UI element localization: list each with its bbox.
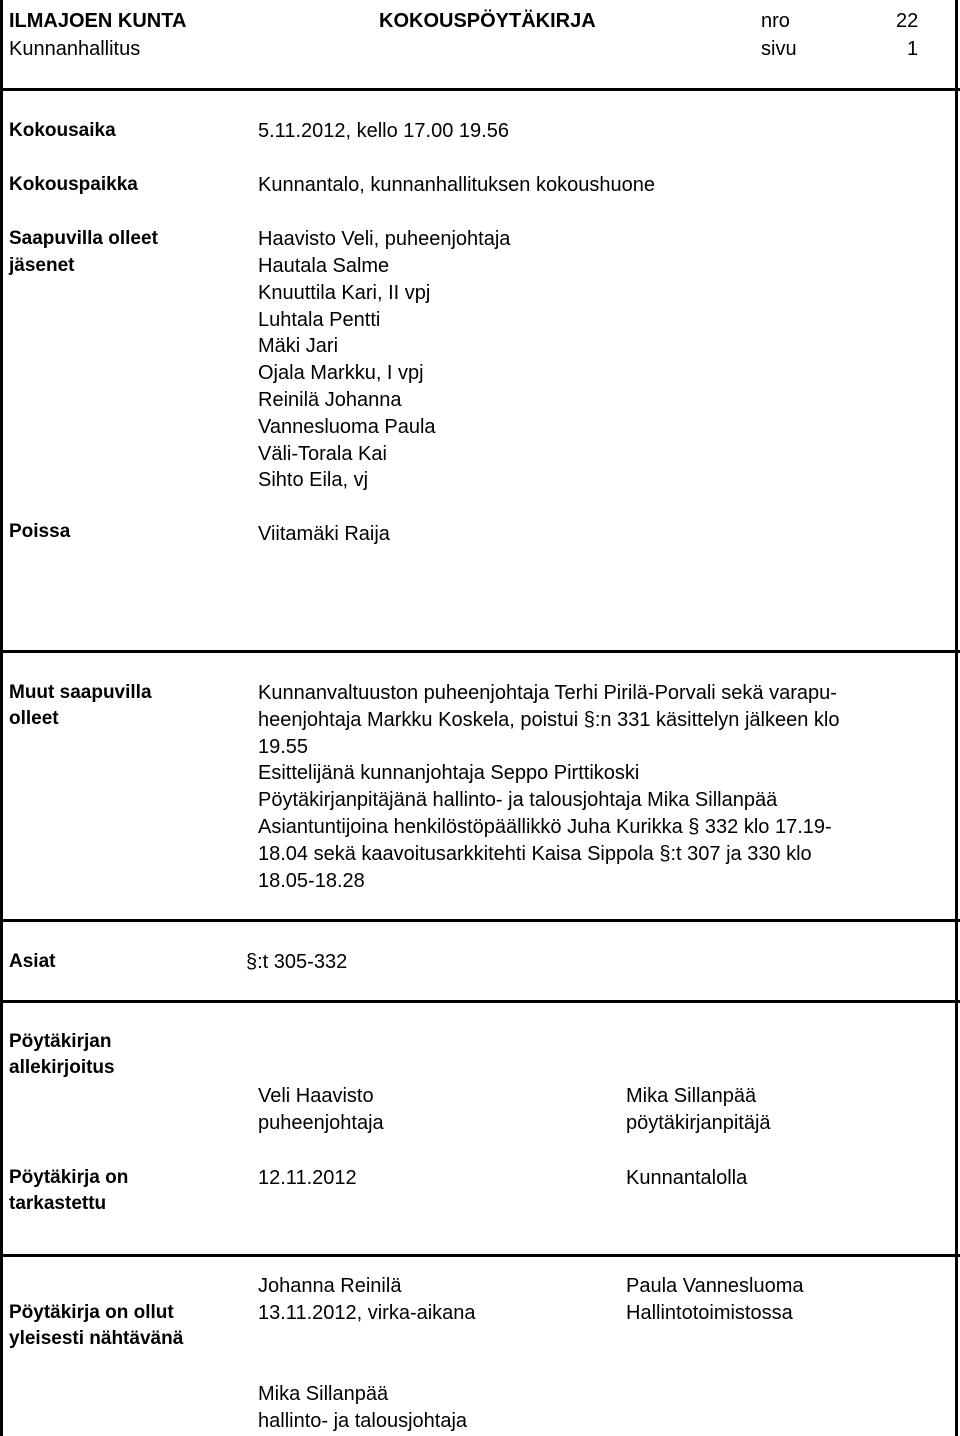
- certifier-role: hallinto- ja talousjohtaja: [258, 1410, 468, 1432]
- header-divider: [0, 88, 960, 91]
- others-paragraph: [258, 680, 938, 894]
- signing-label-2: allekirjoitus: [9, 1057, 115, 1078]
- others-label: Muut saapuvilla: [9, 682, 152, 703]
- matters-value: §:t 305-332: [246, 951, 348, 973]
- others-label-2: olleet: [9, 708, 59, 729]
- paragraph-line: 18.05-18.28: [258, 869, 365, 892]
- section-divider-matters: [0, 919, 960, 922]
- section-divider-others: [0, 650, 960, 653]
- paragraph-line: 18.04 sekä kaavoitusarkkitehti Kaisa Sippola §:t 307 ja 330 klo: [258, 842, 812, 865]
- meeting-place-value: Kunnantalo, kunnanhallituksen kokoushuone: [258, 174, 655, 196]
- paragraph-line: Pöytäkirjanpitäjänä hallinto- ja talousjohtaja Mika Sillanpää: [258, 789, 778, 812]
- page-right-border: [955, 0, 958, 1436]
- paragraph-line: Esittelijänä kunnanjohtaja Seppo Pirttikoski: [258, 762, 640, 785]
- checked-label-2: tarkastettu: [9, 1193, 107, 1214]
- section-divider-public: [0, 1254, 960, 1257]
- checked-label: Pöytäkirja on: [9, 1167, 129, 1188]
- municipality-name: ILMAJOEN KUNTA: [9, 10, 187, 32]
- signer1-role: puheenjohtaja: [258, 1112, 384, 1134]
- list-item: Vannesluoma Paula: [258, 416, 436, 438]
- signer2-name: Mika Sillanpää: [626, 1085, 757, 1107]
- public-time: 13.11.2012, virka-aikana: [258, 1302, 476, 1324]
- absent-label: Poissa: [9, 521, 71, 542]
- page-left-border: [0, 0, 3, 1436]
- paragraph-line: Kunnanvaltuuston puheenjohtaja Terhi Pirilä-Porvali sekä varapu-: [258, 682, 837, 704]
- paragraph-line: 19.55: [258, 735, 309, 758]
- list-item: Hautala Salme: [258, 255, 390, 277]
- public-place: Hallintotoimistossa: [626, 1302, 793, 1324]
- public-label: Pöytäkirja on ollut: [9, 1302, 174, 1323]
- signing-label: Pöytäkirjan: [9, 1031, 112, 1052]
- document-type: KOKOUSPÖYTÄKIRJA: [379, 10, 596, 32]
- list-item: Knuuttila Kari, II vpj: [258, 282, 431, 304]
- public-label-2: yleisesti nähtävänä: [9, 1328, 184, 1349]
- paragraph-line: heenjohtaja Markku Koskela, poistui §:n 331 käsittelyn jälkeen klo: [258, 708, 840, 731]
- checked-place: Kunnantalolla: [626, 1167, 748, 1189]
- certifier-name: Mika Sillanpää: [258, 1383, 389, 1405]
- signer2-role: pöytäkirjanpitäjä: [626, 1112, 771, 1134]
- list-item: Luhtala Pentti: [258, 309, 381, 331]
- nro-label: nro: [761, 10, 790, 32]
- list-item: Ojala Markku, I vpj: [258, 362, 424, 384]
- page-label: sivu: [761, 38, 797, 60]
- matters-label: Asiat: [9, 951, 56, 972]
- section-divider-signing: [0, 1000, 960, 1003]
- absent-value: Viitamäki Raija: [258, 523, 390, 545]
- present-members-label-2: jäsenet: [9, 255, 75, 276]
- list-item: Väli-Torala Kai: [258, 443, 387, 465]
- meeting-time-value: 5.11.2012, kello 17.00 19.56: [258, 120, 509, 142]
- signer1-name: Veli Haavisto: [258, 1085, 374, 1107]
- checked-date: 12.11.2012: [258, 1167, 357, 1189]
- paragraph-line: Asiantuntijoina henkilöstöpäällikkö Juha Kurikka § 332 klo 17.19-: [258, 815, 832, 838]
- page-value: 1: [907, 38, 919, 60]
- checker1-name: Johanna Reinilä: [258, 1275, 402, 1297]
- list-item: Sihto Eila, vj: [258, 469, 369, 491]
- nro-value: 22: [896, 10, 919, 32]
- meeting-place-label: Kokouspaikka: [9, 174, 138, 195]
- checker2-name: Paula Vannesluoma: [626, 1275, 804, 1297]
- meeting-time-label: Kokousaika: [9, 120, 116, 141]
- present-members-label: Saapuvilla olleet: [9, 228, 158, 249]
- list-item: Haavisto Veli, puheenjohtaja: [258, 228, 511, 250]
- list-item: Mäki Jari: [258, 335, 339, 357]
- body-name: Kunnanhallitus: [9, 38, 141, 60]
- list-item: Reinilä Johanna: [258, 389, 402, 411]
